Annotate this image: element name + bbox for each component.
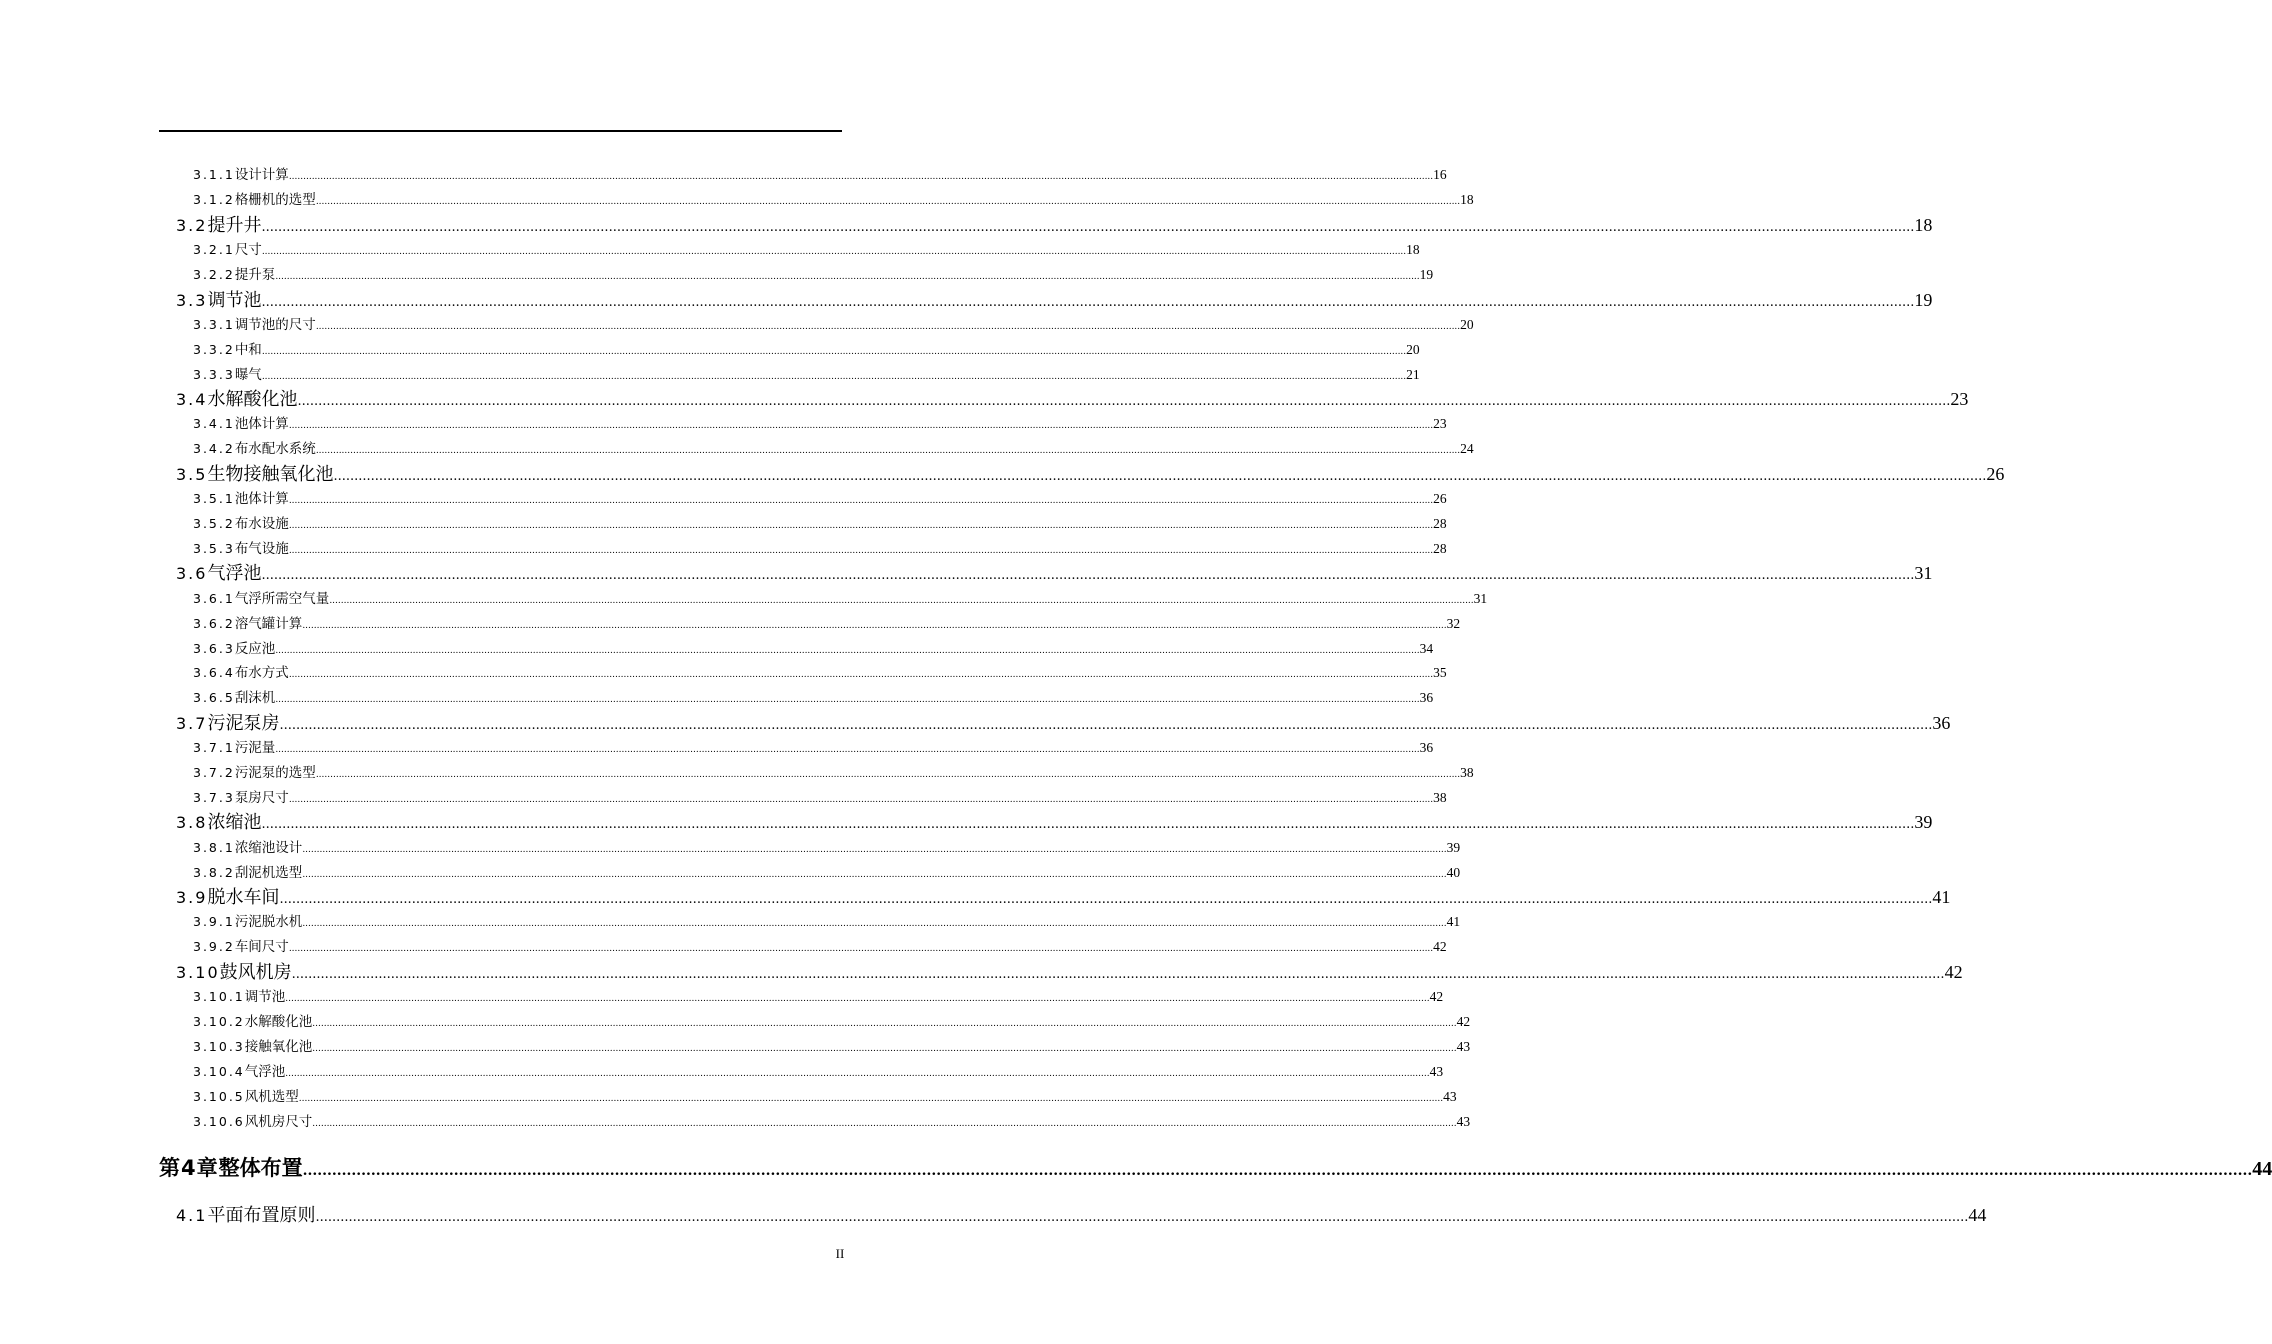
- toc-entry-number: 3.4.2: [193, 441, 235, 456]
- toc-entry-title: 风机选型: [244, 1089, 299, 1105]
- toc-entry[interactable]: [176, 958, 1963, 983]
- toc-leader-dots: ................................................................................................................................................................................................................................................................................................................................................................................................................: [279, 718, 1933, 733]
- toc-entry-number: 3.7.2: [193, 765, 235, 780]
- toc-entry-page: 28: [1433, 516, 1447, 531]
- toc-entry[interactable]: [193, 910, 1461, 930]
- toc-leader-dots: ................................................................................................................................................................................................................................................................................................................................................................................................................: [275, 646, 1420, 656]
- toc-leader-dots: ................................................................................................................................................................................................................................................................................................................................................................................................................: [291, 967, 1945, 982]
- toc-leader-dots: ................................................................................................................................................................................................................................................................................................................................................................................................................: [315, 446, 1461, 456]
- toc-leader-dots: ................................................................................................................................................................................................................................................................................................................................................................................................................: [302, 845, 1447, 855]
- toc-entry-title: 中和: [234, 342, 262, 358]
- toc-entry[interactable]: [193, 1085, 1457, 1105]
- toc-entry-number: 3.6.4: [193, 665, 235, 680]
- toc-entry-number: 3.9.1: [193, 914, 235, 929]
- toc-leader-dots: ................................................................................................................................................................................................................................................................................................................................................................................................................: [315, 770, 1461, 780]
- toc-leader-dots: ................................................................................................................................................................................................................................................................................................................................................................................................................: [285, 1069, 1430, 1079]
- toc-entry-title: 整体布置: [218, 1156, 303, 1180]
- toc-entry-page: 23: [1433, 416, 1447, 431]
- toc-entry[interactable]: [193, 537, 1447, 557]
- toc-entry[interactable]: [193, 1110, 1471, 1130]
- toc-entry-title: 调节池: [244, 989, 286, 1005]
- toc-entry-number: 3.1.2: [193, 192, 235, 207]
- toc-entry-title: 浓缩池设计: [234, 840, 303, 856]
- toc-entry-page: 34: [1419, 641, 1434, 656]
- toc-entry[interactable]: [193, 487, 1447, 507]
- toc-entry-number: 3.6.3: [193, 641, 235, 656]
- toc-entry-page: 43: [1456, 1039, 1471, 1054]
- toc-entry-number: 3.7.3: [193, 790, 235, 805]
- toc-entry-page: 36: [1419, 690, 1434, 705]
- toc-entry-number: 3.5.3: [193, 541, 235, 556]
- toc-entry[interactable]: [176, 1201, 1987, 1226]
- toc-entry[interactable]: [193, 1035, 1471, 1055]
- toc-leader-dots: ................................................................................................................................................................................................................................................................................................................................................................................................................: [279, 892, 1933, 907]
- toc-entry-title: 接触氧化池: [244, 1039, 313, 1055]
- toc-leader-dots: ................................................................................................................................................................................................................................................................................................................................................................................................................: [312, 1019, 1457, 1029]
- toc-entry[interactable]: [193, 437, 1474, 457]
- page-number: II: [835, 1246, 845, 1261]
- toc-entry-title: 提升泵: [234, 267, 276, 283]
- toc-entry-title: 提升井: [207, 215, 262, 236]
- toc-entry-number: 3.2.1: [193, 242, 235, 257]
- toc-entry[interactable]: [176, 883, 1951, 908]
- toc-leader-dots: ................................................................................................................................................................................................................................................................................................................................................................................................................: [275, 745, 1420, 755]
- toc-leader-dots: ................................................................................................................................................................................................................................................................................................................................................................................................................: [302, 621, 1447, 631]
- toc-entry-page: 20: [1460, 317, 1474, 332]
- toc-entry-number: 3.4: [176, 390, 208, 409]
- toc-entry-title: 布水配水系统: [234, 441, 316, 457]
- toc-entry-title: 生物接触氧化池: [207, 464, 334, 485]
- toc-entry-page: 32: [1446, 616, 1461, 631]
- toc-leader-dots: ................................................................................................................................................................................................................................................................................................................................................................................................................: [312, 1119, 1457, 1129]
- toc-entry-page: 44: [2252, 1158, 2272, 1180]
- toc-entry-page: 31: [1473, 591, 1488, 606]
- toc-leader-dots: ................................................................................................................................................................................................................................................................................................................................................................................................................: [288, 496, 1434, 506]
- toc-leader-dots: ................................................................................................................................................................................................................................................................................................................................................................................................................: [329, 596, 1474, 606]
- toc-entry-page: 26: [1433, 491, 1447, 506]
- toc-entry[interactable]: [176, 385, 1969, 410]
- toc-entry-number: 3.5.2: [193, 516, 235, 531]
- toc-entry[interactable]: [193, 188, 1474, 208]
- toc-entry-title: 水解酸化池: [207, 389, 298, 410]
- toc-entry-page: 18: [1460, 192, 1474, 207]
- toc-leader-dots: ................................................................................................................................................................................................................................................................................................................................................................................................................: [261, 295, 1915, 310]
- toc-entry-page: 44: [1968, 1205, 1987, 1225]
- toc-entry-page: 42: [1944, 962, 1963, 982]
- toc-leader-dots: ................................................................................................................................................................................................................................................................................................................................................................................................................: [288, 521, 1434, 531]
- toc-entry-number: 3.5.1: [193, 491, 235, 506]
- toc-entry-page: 40: [1446, 865, 1461, 880]
- toc-entry-title: 池体计算: [234, 491, 289, 507]
- toc-entry[interactable]: [176, 211, 1933, 236]
- toc-entry[interactable]: [193, 661, 1447, 681]
- toc-entry-page: 18: [1914, 215, 1933, 235]
- toc-entry-number: 3.8: [176, 813, 208, 832]
- toc-entry-number: 3.6.1: [193, 591, 235, 606]
- toc-entry-page: 24: [1460, 441, 1474, 456]
- toc-entry[interactable]: [176, 709, 1951, 734]
- toc-entry-title: 气浮池: [244, 1064, 286, 1080]
- toc-entry-title: 布气设施: [234, 541, 289, 557]
- toc-entry-number: 3.10.4: [193, 1064, 245, 1079]
- toc-leader-dots: ................................................................................................................................................................................................................................................................................................................................................................................................................: [288, 421, 1434, 431]
- toc-entry-page: 42: [1429, 989, 1444, 1004]
- toc-entry-page: 23: [1950, 389, 1969, 409]
- toc-entry-number: 4.1: [176, 1206, 208, 1225]
- toc-entry-page: 36: [1932, 713, 1951, 733]
- toc-leader-dots: ................................................................................................................................................................................................................................................................................................................................................................................................................: [288, 670, 1434, 680]
- toc-entry-page: 42: [1456, 1014, 1471, 1029]
- toc-entry-number: 3.1.1: [193, 167, 235, 182]
- toc-entry-title: 布水设施: [234, 516, 289, 532]
- toc-leader-dots: ................................................................................................................................................................................................................................................................................................................................................................................................................: [288, 944, 1434, 954]
- toc-entry[interactable]: [193, 363, 1420, 383]
- toc-leader-dots: ................................................................................................................................................................................................................................................................................................................................................................................................................: [275, 695, 1420, 705]
- toc-leader-dots: ................................................................................................................................................................................................................................................................................................................................................................................................................: [315, 197, 1461, 207]
- toc-entry[interactable]: [193, 836, 1461, 856]
- toc-entry-title: 刮泥机选型: [234, 865, 303, 881]
- toc-entry-number: 3.10.6: [193, 1114, 245, 1129]
- toc-leader-dots: ................................................................................................................................................................................................................................................................................................................................................................................................................: [315, 1210, 1969, 1225]
- toc-entry-title: 车间尺寸: [234, 939, 289, 955]
- toc-entry-page: 26: [1986, 464, 2005, 484]
- toc-entry-title: 泵房尺寸: [234, 790, 289, 806]
- toc-entry-title: 水解酸化池: [244, 1014, 313, 1030]
- toc-leader-dots: ................................................................................................................................................................................................................................................................................................................................................................................................................: [275, 272, 1420, 282]
- toc-entry-page: 41: [1446, 914, 1461, 929]
- toc-entry-number: 3.4.1: [193, 416, 235, 431]
- toc-entry[interactable]: [193, 1060, 1444, 1080]
- toc-entry-page: 19: [1914, 290, 1933, 310]
- toc-entry-title: 污泥泵房: [207, 713, 280, 734]
- toc-entry-title: 调节池: [207, 290, 262, 311]
- toc-entry-page: 35: [1433, 665, 1447, 680]
- toc-entry-number: 3.3.1: [193, 317, 235, 332]
- toc-entry-title: 池体计算: [234, 416, 289, 432]
- toc-entry-page: 20: [1406, 342, 1420, 357]
- toc-entry-number: 3.10.2: [193, 1014, 245, 1029]
- toc-entry-page: 41: [1932, 887, 1951, 907]
- toc-entry-number: 3.6: [176, 564, 208, 583]
- toc-entry-title: 脱水车间: [207, 887, 280, 908]
- toc-entry-number: 3.7.1: [193, 740, 235, 755]
- toc-entry-page: 36: [1419, 740, 1434, 755]
- toc-entry-page: 21: [1406, 367, 1420, 382]
- toc-entry-number: 第4章: [159, 1156, 219, 1180]
- toc-entry-number: 3.5: [176, 465, 208, 484]
- toc-entry-number: 3.3: [176, 291, 208, 310]
- toc-entry-title: 设计计算: [234, 167, 289, 183]
- toc-leader-dots: ................................................................................................................................................................................................................................................................................................................................................................................................................: [261, 220, 1915, 235]
- toc-entry-number: 3.9: [176, 888, 208, 907]
- toc-leader-dots: ................................................................................................................................................................................................................................................................................................................................................................................................................: [298, 1094, 1444, 1104]
- toc-entry-number: 3.6.5: [193, 690, 235, 705]
- toc-entry-number: 3.9.2: [193, 939, 235, 954]
- header-rule: [159, 130, 842, 132]
- toc-entry[interactable]: [193, 587, 1488, 607]
- toc-leader-dots: ................................................................................................................................................................................................................................................................................................................................................................................................................: [333, 469, 1987, 484]
- toc-entry-number: 3.2: [176, 216, 208, 235]
- toc-entry-page: 19: [1419, 267, 1434, 282]
- toc-entry[interactable]: [193, 612, 1461, 632]
- toc-entry-title: 气浮所需空气量: [234, 591, 330, 607]
- toc-entry[interactable]: [193, 686, 1434, 706]
- toc-entry-page: 43: [1429, 1064, 1444, 1079]
- toc-entry-title: 气浮池: [207, 563, 262, 584]
- toc-entry-title: 污泥泵的选型: [234, 765, 316, 781]
- toc-entry-number: 3.10: [176, 963, 220, 982]
- toc-entry-page: 43: [1456, 1114, 1471, 1129]
- toc-leader-dots: ................................................................................................................................................................................................................................................................................................................................................................................................................: [261, 568, 1915, 583]
- toc-leader-dots: ................................................................................................................................................................................................................................................................................................................................................................................................................: [302, 870, 1447, 880]
- toc-entry[interactable]: [159, 1152, 2272, 1180]
- toc-entry[interactable]: [193, 313, 1474, 333]
- toc-leader-dots: ................................................................................................................................................................................................................................................................................................................................................................................................................: [288, 172, 1434, 182]
- toc-entry[interactable]: [176, 559, 1933, 584]
- toc-entry[interactable]: [193, 338, 1420, 358]
- toc-entry-page: 39: [1914, 812, 1933, 832]
- toc-entry[interactable]: [193, 1010, 1471, 1030]
- toc-entry-page: 43: [1443, 1089, 1457, 1104]
- toc-entry-number: 3.10.1: [193, 989, 245, 1004]
- toc-entry-title: 刮沫机: [234, 690, 276, 706]
- toc-leader-dots: ................................................................................................................................................................................................................................................................................................................................................................................................................: [302, 919, 1447, 929]
- toc-entry[interactable]: [176, 286, 1933, 311]
- toc-entry-title: 污泥脱水机: [234, 914, 303, 930]
- toc-entry-number: 3.3.2: [193, 342, 235, 357]
- toc-entry-number: 3.7: [176, 714, 208, 733]
- toc-entry-number: 3.6.2: [193, 616, 235, 631]
- toc-entry[interactable]: [193, 935, 1447, 955]
- toc-entry-page: 38: [1433, 790, 1447, 805]
- toc-entry[interactable]: [193, 736, 1434, 756]
- toc-entry-number: 3.8.1: [193, 840, 235, 855]
- toc-leader-dots: ................................................................................................................................................................................................................................................................................................................................................................................................................: [288, 795, 1434, 805]
- toc-entry-number: 3.10.5: [193, 1089, 245, 1104]
- toc-entry-page: 38: [1460, 765, 1474, 780]
- toc-leader-dots: ................................................................................................................................................................................................................................................................................................................................................................................................................: [302, 1163, 2253, 1179]
- toc-entry-number: 3.10.3: [193, 1039, 245, 1054]
- toc-entry[interactable]: [193, 238, 1420, 258]
- toc-leader-dots: ................................................................................................................................................................................................................................................................................................................................................................................................................: [285, 994, 1430, 1004]
- toc-leader-dots: ................................................................................................................................................................................................................................................................................................................................................................................................................: [261, 247, 1407, 257]
- toc-leader-dots: ................................................................................................................................................................................................................................................................................................................................................................................................................: [297, 394, 1951, 409]
- toc-entry-title: 布水方式: [234, 665, 289, 681]
- toc-entry[interactable]: [193, 637, 1434, 657]
- toc-entry-title: 曝气: [234, 367, 262, 383]
- toc-entry-title: 格栅机的选型: [234, 192, 316, 208]
- toc-entry[interactable]: [193, 985, 1444, 1005]
- toc-entry-title: 尺寸: [234, 242, 262, 258]
- toc-entry-title: 反应池: [234, 641, 276, 657]
- toc-leader-dots: ................................................................................................................................................................................................................................................................................................................................................................................................................: [261, 372, 1407, 382]
- toc-entry-number: 3.2.2: [193, 267, 235, 282]
- toc-entry-page: 31: [1914, 563, 1933, 583]
- toc-entry-title: 污泥量: [234, 740, 276, 756]
- toc-entry-title: 鼓风机房: [219, 962, 292, 983]
- toc-entry-page: 18: [1406, 242, 1420, 257]
- toc-entry[interactable]: [193, 786, 1447, 806]
- toc-leader-dots: ................................................................................................................................................................................................................................................................................................................................................................................................................: [312, 1044, 1457, 1054]
- toc-entry[interactable]: [193, 761, 1474, 781]
- toc-leader-dots: ................................................................................................................................................................................................................................................................................................................................................................................................................: [261, 817, 1915, 832]
- toc-entry[interactable]: [193, 412, 1447, 432]
- toc-entry-title: 调节池的尺寸: [234, 317, 316, 333]
- toc-entry[interactable]: [193, 512, 1447, 532]
- toc-leader-dots: ................................................................................................................................................................................................................................................................................................................................................................................................................: [288, 546, 1434, 556]
- toc-entry-title: 平面布置原则: [207, 1205, 316, 1226]
- toc-entry[interactable]: [176, 808, 1933, 833]
- toc-entry-title: 溶气罐计算: [234, 616, 303, 632]
- toc-entry[interactable]: [176, 460, 2005, 485]
- toc-entry[interactable]: [193, 263, 1434, 283]
- toc-entry-page: 42: [1433, 939, 1447, 954]
- toc-leader-dots: ................................................................................................................................................................................................................................................................................................................................................................................................................: [315, 322, 1461, 332]
- toc-entry-number: 3.3.3: [193, 367, 235, 382]
- toc-entry-number: 3.8.2: [193, 865, 235, 880]
- toc-leader-dots: ................................................................................................................................................................................................................................................................................................................................................................................................................: [261, 347, 1407, 357]
- toc-entry[interactable]: [193, 861, 1461, 881]
- toc-entry-page: 16: [1433, 167, 1447, 182]
- toc-entry-title: 风机房尺寸: [244, 1114, 313, 1130]
- toc-entry[interactable]: [193, 163, 1447, 183]
- toc-entry-page: 28: [1433, 541, 1447, 556]
- toc-entry-page: 39: [1446, 840, 1461, 855]
- toc-entry-title: 浓缩池: [207, 812, 262, 833]
